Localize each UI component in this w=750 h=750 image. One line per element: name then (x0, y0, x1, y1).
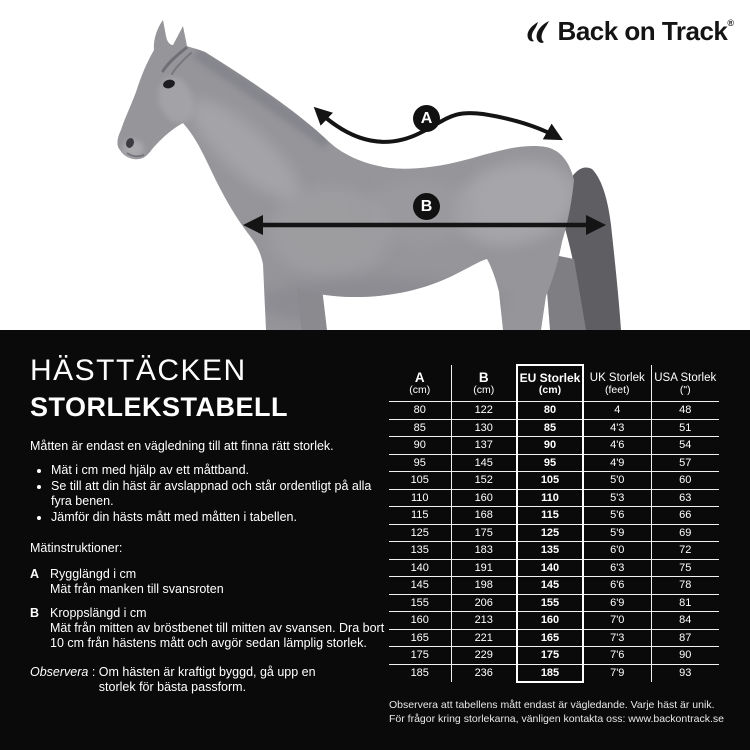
table-cell: 72 (651, 542, 719, 560)
table-cell: 7'0 (583, 612, 651, 630)
table-row (389, 524, 719, 542)
instruction-title: Rygglängd i cm (50, 567, 137, 581)
table-cell: 95 (517, 454, 583, 472)
instructions-list (30, 567, 392, 651)
measure-tips (30, 463, 392, 525)
table-cell: 165 (517, 629, 583, 647)
table-cell: 90 (389, 437, 451, 455)
measurement-label-b: B (413, 193, 440, 220)
table-cell: 66 (651, 507, 719, 525)
table-cell: 84 (651, 612, 719, 630)
table-cell: 57 (651, 454, 719, 472)
horse-illustration (0, 0, 750, 330)
instruction-desc: Mät från manken till svansroten (50, 582, 224, 596)
table-cell: 175 (517, 647, 583, 665)
table-cell: 160 (517, 612, 583, 630)
table-cell: 110 (389, 489, 451, 507)
table-header-cell: A (cm) (389, 365, 451, 402)
table-cell: 69 (651, 524, 719, 542)
table-cell: 60 (651, 472, 719, 490)
table-cell: 229 (451, 647, 517, 665)
title-bold: STORLEKSTABELL (30, 392, 289, 422)
table-row (389, 612, 719, 630)
table-cell: 5'3 (583, 489, 651, 507)
table-row (389, 629, 719, 647)
tip-item: • Mät i cm med hjälp av ett måttband. (51, 463, 392, 478)
table-cell: 145 (389, 577, 451, 595)
intro-text: Måtten är endast en vägledning till att finna rätt storlek. (30, 439, 334, 453)
table-cell: 90 (517, 437, 583, 455)
table-cell: 48 (651, 402, 719, 420)
title-light: HÄSTTÄCKEN (30, 354, 247, 387)
registered-mark: ® (727, 18, 734, 28)
table-cell: 7'3 (583, 629, 651, 647)
measurement-label-a: A (413, 105, 440, 132)
table-cell: 145 (451, 454, 517, 472)
table-cell: 137 (451, 437, 517, 455)
table-cell: 140 (389, 559, 451, 577)
instructions-title: Mätinstruktioner: (30, 541, 123, 555)
size-table-head-row (389, 365, 719, 402)
table-cell: 145 (517, 577, 583, 595)
instruction-b (30, 606, 392, 651)
tip-item: • Jämför din hästs mått med måtten i tabellen. (51, 510, 392, 525)
instruction-key: A (30, 567, 40, 581)
table-header-cell: UK Storlek (feet) (583, 365, 651, 402)
table-footnote (389, 699, 734, 726)
note-text: Om hästen är kraftigt byggd, gå upp en storlek för bästa passform. (98, 665, 316, 694)
table-cell: 75 (651, 559, 719, 577)
table-row (389, 664, 719, 682)
table-cell: 155 (517, 594, 583, 612)
table-cell: 125 (517, 524, 583, 542)
table-cell: 4'9 (583, 454, 651, 472)
footnote-line1: Observera att tabellens mått endast är vägledande. Varje häst är unik. (389, 699, 715, 711)
table-cell: 4 (583, 402, 651, 420)
instruction-title: Kroppslängd i cm (50, 606, 147, 620)
table-cell: 175 (451, 524, 517, 542)
table-cell: 168 (451, 507, 517, 525)
footnote-line2: För frågor kring storlekarna, vänligen kontakta oss: www.backontrack.se (389, 712, 724, 725)
table-cell: 152 (451, 472, 517, 490)
table-cell: 95 (389, 454, 451, 472)
table-cell: 140 (517, 559, 583, 577)
table-row (389, 577, 719, 595)
table-cell: 110 (517, 489, 583, 507)
table-row (389, 489, 719, 507)
size-table-body (389, 402, 719, 683)
info-panel (0, 330, 750, 750)
table-cell: 115 (517, 507, 583, 525)
table-cell: 80 (517, 402, 583, 420)
table-row (389, 559, 719, 577)
brand-name: Back on Track (557, 16, 728, 46)
table-cell: 135 (517, 542, 583, 560)
table-row (389, 647, 719, 665)
table-cell: 130 (451, 419, 517, 437)
table-row (389, 594, 719, 612)
table-cell: 4'6 (583, 437, 651, 455)
note-label: Observera (30, 665, 89, 679)
table-cell: 198 (451, 577, 517, 595)
table-cell: 206 (451, 594, 517, 612)
table-cell: 7'9 (583, 664, 651, 682)
size-table (389, 364, 719, 683)
table-row (389, 454, 719, 472)
table-cell: 155 (389, 594, 451, 612)
table-cell: 81 (651, 594, 719, 612)
tip-item: • Se till att din häst är avslappnad och står ordentligt på alla fyra benen. (51, 479, 392, 509)
table-cell: 4'3 (583, 419, 651, 437)
table-cell: 125 (389, 524, 451, 542)
table-cell: 6'3 (583, 559, 651, 577)
note-separator: : (88, 665, 99, 679)
table-cell: 165 (389, 629, 451, 647)
table-cell: 236 (451, 664, 517, 682)
table-row (389, 507, 719, 525)
table-cell: 51 (651, 419, 719, 437)
table-cell: 54 (651, 437, 719, 455)
table-cell: 105 (389, 472, 451, 490)
table-cell: 80 (389, 402, 451, 420)
instruction-desc: Mät från mitten av bröstbenet till mitten av svansen. Dra bort 10 cm från hästens mått och avgör sedan lämplig storlek. (50, 621, 385, 650)
table-cell: 6'0 (583, 542, 651, 560)
table-cell: 185 (517, 664, 583, 682)
table-cell: 7'6 (583, 647, 651, 665)
table-row (389, 472, 719, 490)
table-row (389, 419, 719, 437)
table-cell: 90 (651, 647, 719, 665)
logo-swoosh-icon (525, 21, 555, 45)
table-cell: 6'6 (583, 577, 651, 595)
table-cell: 183 (451, 542, 517, 560)
table-header-cell: USA Storlek (") (654, 371, 717, 396)
table-cell: 185 (389, 664, 451, 682)
table-cell: 160 (389, 612, 451, 630)
instruction-key: B (30, 606, 40, 620)
table-cell: 115 (389, 507, 451, 525)
info-column (30, 354, 392, 695)
table-header-cell: B (cm) (473, 369, 495, 396)
table-cell: 135 (389, 542, 451, 560)
table-row (389, 402, 719, 420)
table-cell: 175 (389, 647, 451, 665)
table-cell: 87 (651, 629, 719, 647)
instruction-a (30, 567, 392, 597)
table-cell: 6'9 (583, 594, 651, 612)
table-cell: 5'9 (583, 524, 651, 542)
table-row (389, 542, 719, 560)
table-cell: 85 (389, 419, 451, 437)
table-cell: 63 (651, 489, 719, 507)
table-cell: 105 (517, 472, 583, 490)
note (30, 665, 392, 695)
table-row (389, 437, 719, 455)
table-cell: 85 (517, 419, 583, 437)
table-cell: 93 (651, 664, 719, 682)
table-cell: 5'6 (583, 507, 651, 525)
table-cell: 160 (451, 489, 517, 507)
table-cell: 191 (451, 559, 517, 577)
table-cell: 221 (451, 629, 517, 647)
table-header-cell: EU Storlek (cm) (517, 365, 583, 402)
table-cell: 122 (451, 402, 517, 420)
brand-logo (525, 17, 734, 45)
horse-diagram (0, 0, 750, 330)
table-cell: 78 (651, 577, 719, 595)
table-cell: 213 (451, 612, 517, 630)
table-cell: 5'0 (583, 472, 651, 490)
